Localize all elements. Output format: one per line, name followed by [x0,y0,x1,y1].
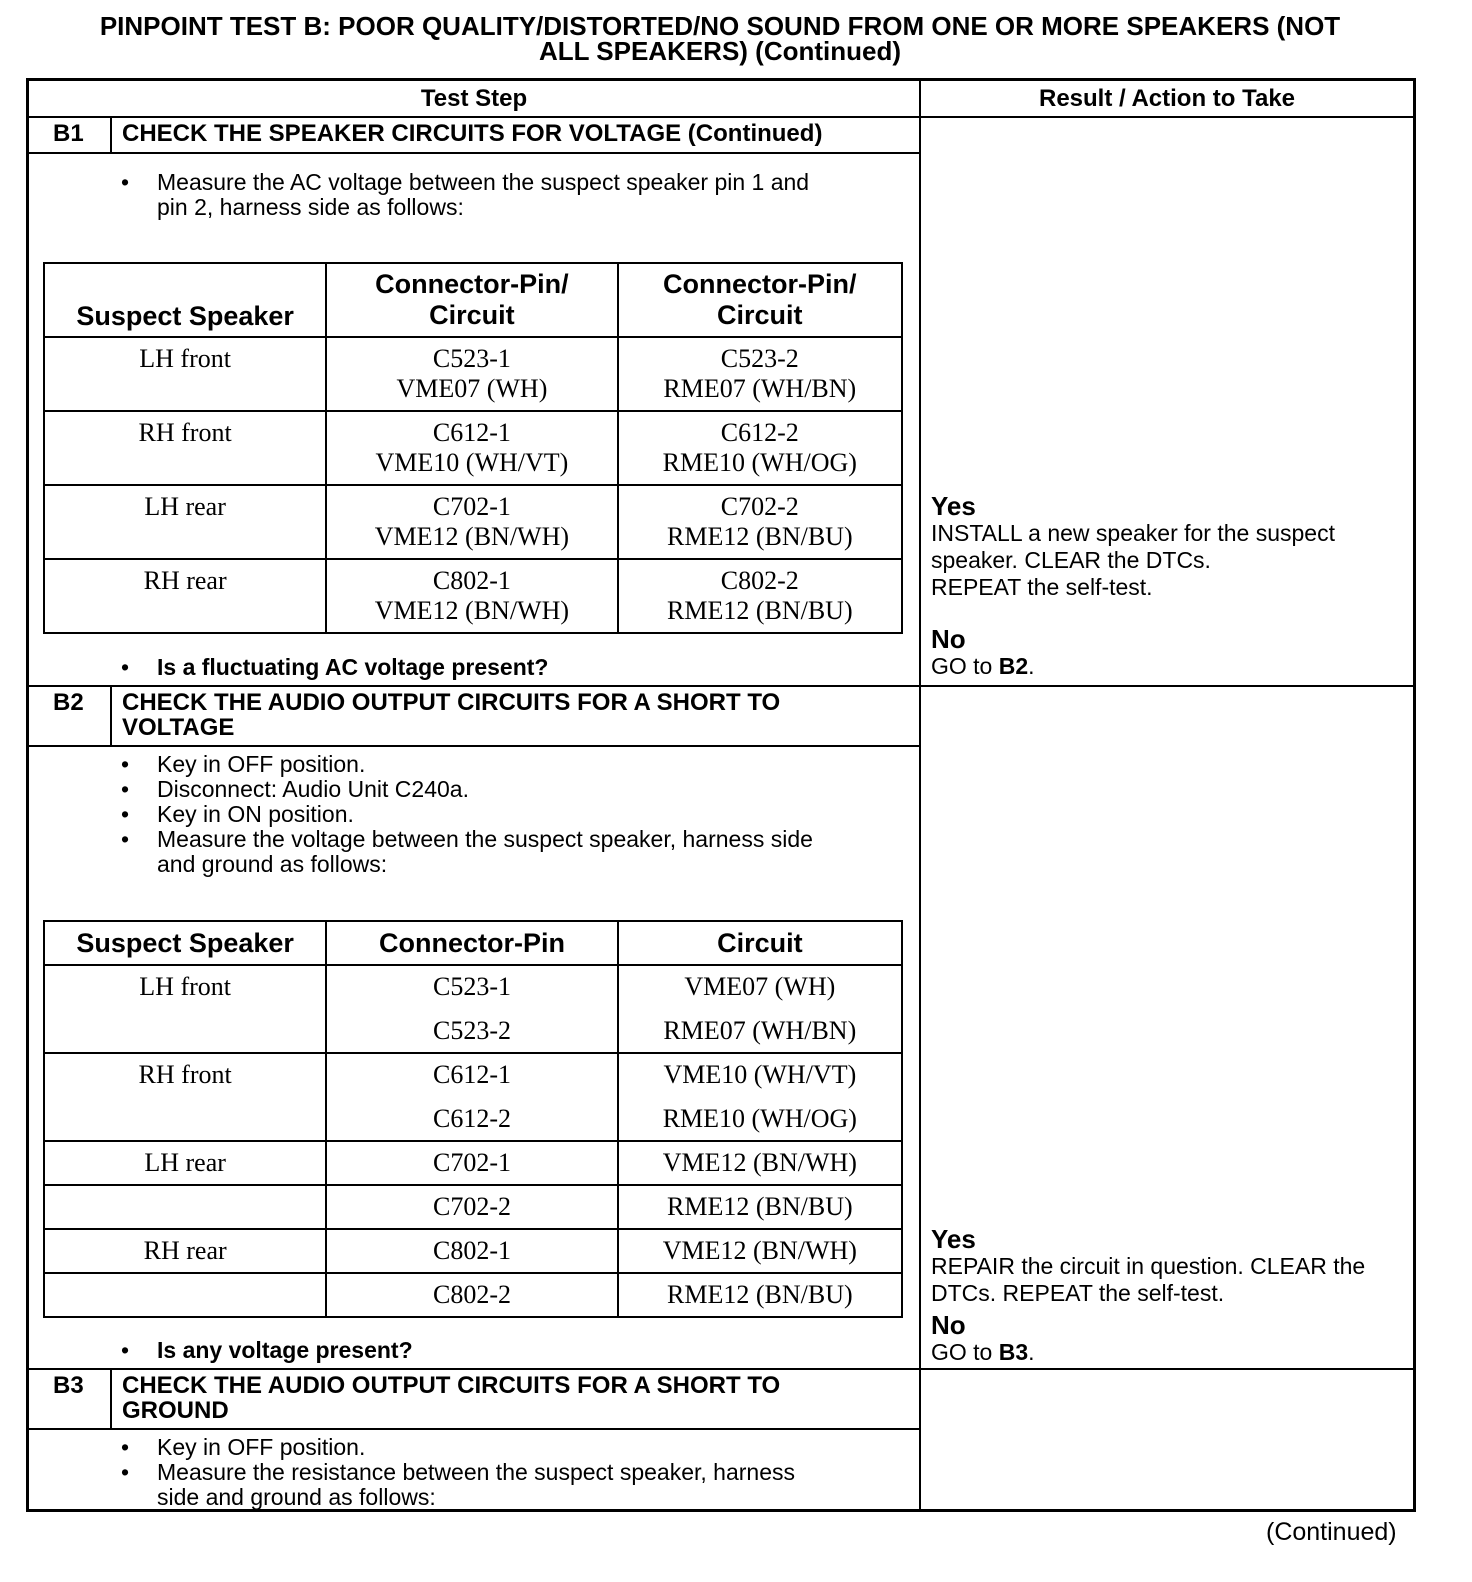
pinpoint-table [26,78,1416,1512]
table-row [44,485,902,559]
b2-id-divider [110,685,112,746]
circuit-value: VME12 (BN/WH) [374,522,570,551]
pin-value: C612-1 [432,1060,511,1089]
speaker-cell: RH rear [44,1229,326,1273]
circuit-value: RME07 (WH/BN) [663,1016,857,1045]
pin-value: C523-2 [720,344,799,373]
table-row [44,559,902,633]
b2-no-action [931,1339,1415,1366]
b1-question [121,655,911,681]
speaker-cell: LH rear [44,1141,326,1185]
b1-yes-line-3: REPEAT the self-test. [931,574,1153,600]
b3-id-divider [110,1368,112,1429]
b2-no-prefix: GO to [931,1339,999,1365]
table-row [44,411,902,485]
speaker-cell: LH front [44,965,326,1053]
col-connector-pin: Connector-Pin [326,921,617,965]
b3-instruction-1-text: Key in OFF position. [157,1434,366,1460]
b2-no-target: B3 [998,1339,1029,1365]
table-row [44,1053,902,1141]
bullet-dot: • [121,654,130,680]
pin-value: C523-2 [432,1016,511,1045]
b2-instruction-4 [121,827,911,877]
circuit-cell: RME12 (BN/BU) [618,1273,902,1317]
b3-instruction-2 [121,1460,911,1510]
pin-cell [326,559,617,633]
bullet-dot: • [121,1434,130,1460]
b1-speaker-table [43,262,903,634]
b1-yes-line-2: speaker. CLEAR the DTCs. [931,547,1211,573]
col-connector-pin-1-b: Circuit [429,300,515,330]
circuit-cell [618,965,902,1053]
b3-instruction-2-line-1: Measure the resistance between the suspect speaker, harness [157,1459,795,1485]
circuit-value: VME10 (WH/VT) [375,448,569,477]
header-result: Result / Action to Take [1038,85,1296,112]
col-connector-pin-1-a: Connector-Pin/ [375,269,569,299]
b1-yes-line-1: INSTALL a new speaker for the suspect [931,520,1335,546]
pin-value: C523-1 [432,972,511,1001]
table-row [44,337,902,411]
b2-speaker-table [43,920,903,1318]
b1-instruction [121,170,911,220]
circuit-value: RME10 (WH/OG) [662,1104,857,1133]
b1-no-action [931,653,1411,680]
pin-value: C612-2 [432,1104,511,1133]
b2-instruction-1 [121,752,911,777]
b3-instruction-1 [121,1435,911,1460]
bullet-dot: • [121,776,130,802]
b1-no-label: No [931,624,966,654]
circuit-cell: VME12 (BN/WH) [618,1229,902,1273]
pin-cell [326,485,617,559]
b2-yes-label: Yes [931,1224,976,1254]
b1-instruction-line-1: Measure the AC voltage between the suspect speaker pin 1 and [157,169,810,195]
pin-cell [326,411,617,485]
speaker-cell: LH front [44,337,326,411]
b3-heading-line-2: GROUND [122,1397,229,1424]
b1-no-prefix: GO to [931,653,999,679]
table-row [44,1229,902,1273]
b1-no-suffix: . [1028,653,1035,679]
col-connector-pin-2-b: Circuit [717,300,803,330]
speaker-cell [44,1185,326,1229]
b1-heading-rule [29,152,919,154]
b2-instruction-4-line-1: Measure the voltage between the suspect speaker, harness side [157,826,813,852]
b3-heading-rule [29,1428,919,1430]
speaker-cell: RH front [44,1053,326,1141]
pin-cell: C802-1 [326,1229,617,1273]
table-row [44,1273,902,1317]
b1-instruction-line-2: pin 2, harness side as follows: [157,194,464,220]
b2-step-heading [122,690,780,740]
pin-cell [326,337,617,411]
b2-top-rule [29,685,1413,687]
b2-heading-rule [29,745,919,747]
continued-footer: (Continued) [1266,1518,1397,1546]
column-divider [919,81,921,1509]
col-suspect-speaker: Suspect Speaker [44,921,326,965]
circuit-value: VME12 (BN/WH) [374,596,570,625]
b2-question [121,1338,911,1364]
pin-cell [618,559,902,633]
circuit-cell: RME12 (BN/BU) [618,1185,902,1229]
pin-cell [618,337,902,411]
b1-no-target: B2 [998,653,1029,679]
b1-id-divider [110,116,112,153]
b2-heading-line-2: VOLTAGE [122,714,235,741]
speaker-cell: RH front [44,411,326,485]
b1-yes-label: Yes [931,491,976,521]
bullet-dot: • [121,169,130,195]
circuit-value: VME07 (WH) [396,374,548,403]
b2-no-suffix: . [1028,1339,1035,1365]
speaker-cell: RH rear [44,559,326,633]
table-row [44,965,902,1053]
table-row [44,1185,902,1229]
b2-instruction-1-text: Key in OFF position. [157,751,366,777]
b2-heading-line-1: CHECK THE AUDIO OUTPUT CIRCUITS FOR A SHORT TO [122,689,781,716]
b2-question-text: Is any voltage present? [157,1337,413,1363]
pin-value: C802-1 [432,566,511,595]
circuit-cell [618,1053,902,1141]
col-connector-pin-1 [326,263,617,337]
bullet-dot: • [121,751,130,777]
col-circuit: Circuit [618,921,902,965]
b2-yes-line-2: DTCs. REPEAT the self-test. [931,1280,1225,1306]
circuit-value: RME10 (WH/OG) [662,448,857,477]
b2-result [931,1225,1415,1366]
b2-instruction-3 [121,802,911,827]
table-row [44,1141,902,1185]
b3-step-id: B3 [53,1372,84,1399]
pin-value: C523-1 [432,344,511,373]
b3-instruction-2-line-2: side and ground as follows: [157,1484,436,1510]
circuit-value: VME10 (WH/VT) [663,1060,857,1089]
col-connector-pin-2-a: Connector-Pin/ [663,269,857,299]
b1-question-text: Is a fluctuating AC voltage present? [157,654,549,680]
col-connector-pin-2 [618,263,902,337]
b1-step-heading: CHECK THE SPEAKER CIRCUITS FOR VOLTAGE (Continued) [122,120,823,147]
col-suspect-speaker: Suspect Speaker [44,263,326,337]
pin-value: C612-1 [432,418,511,447]
b3-step-heading [122,1373,780,1423]
pin-cell [618,485,902,559]
pin-cell [326,965,617,1053]
b2-instruction-2-text: Disconnect: Audio Unit C240a. [157,776,469,802]
page-title [0,11,1440,66]
pin-value: C702-1 [432,492,511,521]
bullet-dot: • [121,1337,130,1363]
b2-instruction-3-text: Key in ON position. [157,801,354,827]
b2-no-label: No [931,1310,966,1340]
circuit-value: VME07 (WH) [684,972,836,1001]
b3-heading-line-1: CHECK THE AUDIO OUTPUT CIRCUITS FOR A SHORT TO [122,1372,781,1399]
pin-value: C802-2 [720,566,799,595]
b1-result [931,492,1411,680]
pin-cell: C802-2 [326,1273,617,1317]
circuit-value: RME07 (WH/BN) [663,374,857,403]
b2-step-id: B2 [53,689,84,716]
bullet-dot: • [121,826,130,852]
b2-instruction-2 [121,777,911,802]
bullet-dot: • [121,1459,130,1485]
pin-cell: C702-1 [326,1141,617,1185]
title-line-1: PINPOINT TEST B: POOR QUALITY/DISTORTED/NO SOUND FROM ONE OR MORE SPEAKERS (NOT [99,11,1341,41]
circuit-value: RME12 (BN/BU) [666,596,853,625]
header-rule [29,116,1413,118]
speaker-cell [44,1273,326,1317]
bullet-dot: • [121,801,130,827]
circuit-cell: VME12 (BN/WH) [618,1141,902,1185]
header-test-step: Test Step [420,85,528,112]
b2-yes-line-1: REPAIR the circuit in question. CLEAR the [931,1253,1366,1279]
b3-top-rule [29,1368,1413,1370]
pin-value: C702-2 [720,492,799,521]
title-line-2: ALL SPEAKERS) (Continued) [538,36,902,66]
b1-step-id: B1 [53,120,84,147]
pin-cell [618,411,902,485]
speaker-cell: LH rear [44,485,326,559]
pin-cell [326,1053,617,1141]
pin-cell: C702-2 [326,1185,617,1229]
circuit-value: RME12 (BN/BU) [666,522,853,551]
b2-instruction-4-line-2: and ground as follows: [157,851,388,877]
pin-value: C612-2 [720,418,799,447]
